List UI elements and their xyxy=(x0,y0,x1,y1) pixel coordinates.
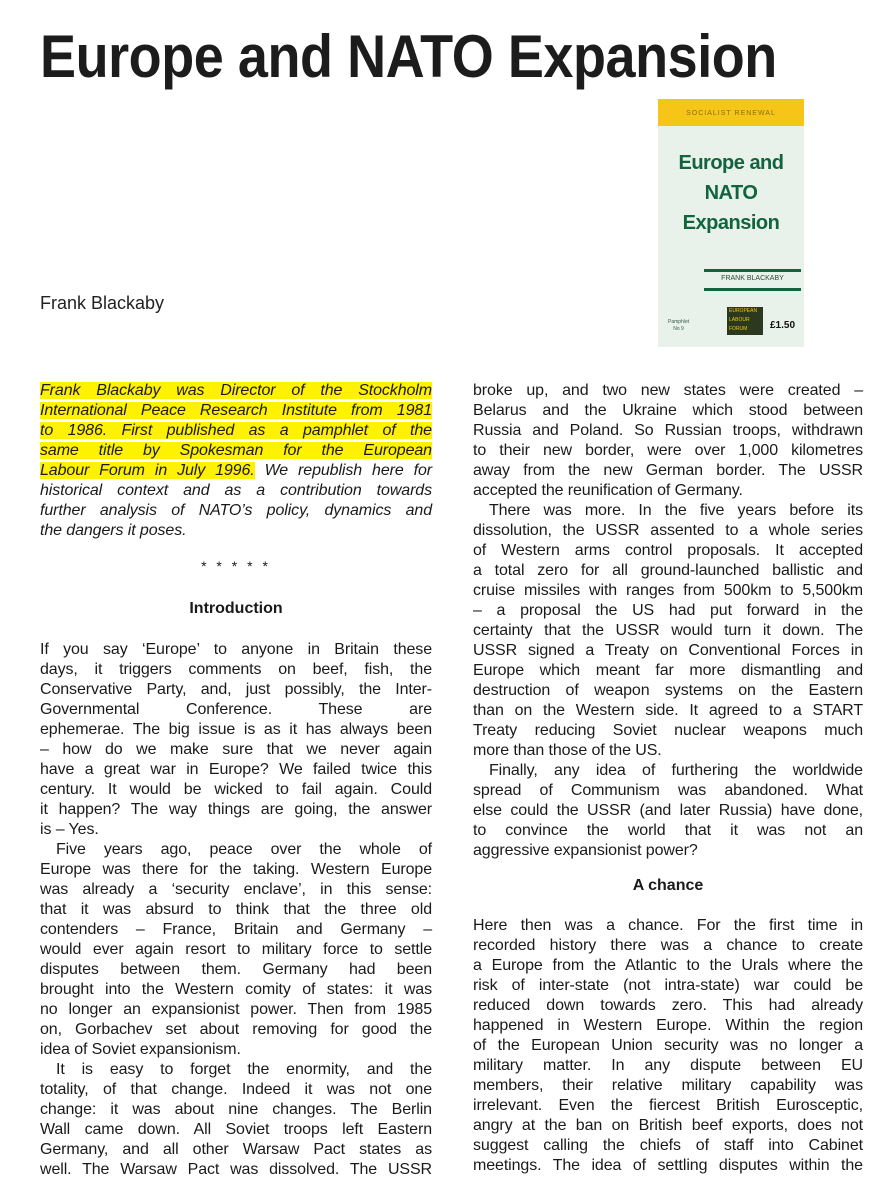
section-separator: * * * * * xyxy=(201,558,271,574)
text-line: Russia and Poland. So Russian troops, withdrawn xyxy=(473,422,863,439)
right-column-body xyxy=(473,381,863,861)
intro-line xyxy=(40,521,432,541)
logo-line: FORUM xyxy=(729,326,748,332)
text-line: – how do we make sure that we never again xyxy=(40,741,432,758)
text-line: change: it was about nine changes. The Berlin xyxy=(40,1101,432,1118)
intro-line xyxy=(40,421,432,441)
intro-text: We republish here for xyxy=(254,462,432,479)
intro-line xyxy=(40,461,432,481)
text-line: spread of Communism was abandoned. What xyxy=(473,782,863,799)
paragraph xyxy=(40,1060,432,1180)
text-line: – a proposal the US had put forward in the xyxy=(473,602,863,619)
intro-line xyxy=(40,401,432,421)
text-line: dissolution, the USSR assented to a whole series xyxy=(473,522,863,539)
text-line: of the European Union security was no longer a xyxy=(473,1037,863,1054)
intro-paragraph xyxy=(40,381,432,541)
text-line: certainty that the USSR would turn it down. The xyxy=(473,622,863,639)
highlighted-text: same title by Spokesman for the European xyxy=(40,442,432,459)
text-line: It is easy to forget the enormity, and the xyxy=(56,1061,432,1078)
text-line: ephemerae. The big issue is as it has always been xyxy=(40,721,432,738)
text-line: century. It would be wicked to fail again. Could xyxy=(40,781,432,798)
cover-rule xyxy=(704,269,801,272)
logo-line: LABOUR xyxy=(729,317,750,323)
text-line: If you say ‘Europe’ to anyone in Britain these xyxy=(40,641,432,658)
text-line: Here then was a chance. For the first time in xyxy=(473,917,863,934)
text-line: accepted the reunification of Germany. xyxy=(473,482,743,499)
logo-line: EUROPEAN xyxy=(729,308,758,314)
text-line: no longer an expansionist power. Then from 1985 xyxy=(40,1001,432,1018)
text-line: broke up, and two new states were created – xyxy=(473,382,863,399)
text-line: to their new border, were over 1,000 kilometres xyxy=(473,442,863,459)
intro-text: the dangers it poses. xyxy=(40,522,187,539)
text-line: Europe was there for the taking. Western Europe xyxy=(40,861,432,878)
text-line: it happen? The way things are going, the answer xyxy=(40,801,432,818)
cover-price: £1.50 xyxy=(770,320,796,331)
paragraph xyxy=(473,761,863,861)
text-line: Europe which meant far more dismantling and xyxy=(473,662,863,679)
text-line: aggressive expansionist power? xyxy=(473,842,698,859)
text-line: away from the new German border. The USSR xyxy=(473,462,863,479)
highlighted-text: Labour Forum in July 1996. xyxy=(40,462,255,479)
text-line: brought into the Western comity of states: it was xyxy=(40,981,432,998)
text-line: Belarus and the Ukraine which stood between xyxy=(473,402,863,419)
highlighted-text: Frank Blackaby was Director of the Stockholm xyxy=(40,382,432,399)
text-line: days, it triggers comments on beef, fish, the xyxy=(40,661,432,678)
intro-line xyxy=(40,481,432,501)
pamphlet-number: No 9 xyxy=(673,326,684,332)
text-line: angry at the ban on British beef exports, does not xyxy=(473,1117,863,1134)
cover-title-line: NATO xyxy=(704,182,758,204)
text-line: was already a ‘security enclave’, in this sense: xyxy=(40,881,432,898)
text-line: a Europe from the Atlantic to the Urals where the xyxy=(473,957,863,974)
text-line: suggest calling the chiefs of staff into Cabinet xyxy=(473,1137,863,1154)
text-line: more than those of the US. xyxy=(473,742,662,759)
text-line: irrelevant. Even the fiercest British Eurosceptic, xyxy=(473,1097,863,1114)
text-line: Conservative Party, and, just possibly, the Inter- xyxy=(40,681,432,698)
intro-line xyxy=(40,441,432,461)
paragraph xyxy=(473,501,863,761)
text-line: of Western arms control proposals. It accepted xyxy=(473,542,863,559)
pamphlet-label: Pamphlet xyxy=(668,319,690,325)
text-line: totality, of that change. Indeed it was not one xyxy=(40,1081,432,1098)
paragraph xyxy=(473,381,863,501)
text-line: recorded history there was a chance to create xyxy=(473,937,863,954)
highlighted-text: International Peace Research Institute from 1981 xyxy=(40,402,432,419)
paragraph xyxy=(40,640,432,840)
cover-title-line: Europe and xyxy=(678,152,784,174)
cover-title-line: Expansion xyxy=(682,212,780,234)
text-line: well. The Warsaw Pact was dissolved. The USSR xyxy=(40,1161,432,1178)
text-line: a total zero for all ground-launched ballistic and xyxy=(473,562,863,579)
text-line: meetings. The idea of settling disputes within the xyxy=(473,1157,863,1174)
page-title: Europe and NATO Expansion xyxy=(40,23,777,90)
text-line: Germany, and all other Warsaw Pact states as xyxy=(40,1141,432,1158)
paragraph xyxy=(40,840,432,1060)
text-line: Wall came down. All Soviet troops left Eastern xyxy=(40,1121,432,1138)
cover-title xyxy=(658,148,804,238)
text-line: Treaty reducing Soviet nuclear weapons much xyxy=(473,722,863,739)
cover-rule xyxy=(704,288,801,291)
text-line: cruise missiles with ranges from 500km to 5,500km xyxy=(473,582,863,599)
text-line: to convince the world that it was not an xyxy=(473,822,863,839)
heading-introduction: Introduction xyxy=(189,600,283,617)
paragraph xyxy=(473,916,863,1176)
text-line: Governmental Conference. These are xyxy=(40,701,432,718)
text-line: risk of inter-state (not intra-state) war could be xyxy=(473,977,863,994)
text-line: disputes between them. Germany had been xyxy=(40,961,432,978)
text-line: USSR signed a Treaty on Conventional Forces in xyxy=(473,642,863,659)
book-cover-image xyxy=(658,99,804,347)
text-line: members, their relative military capability was xyxy=(473,1077,863,1094)
right-column-body-continued xyxy=(473,916,863,1176)
text-line: reduced down towards zero. This had already xyxy=(473,997,863,1014)
intro-text: further analysis of NATO’s policy, dynamics and xyxy=(40,502,432,519)
text-line: Five years ago, peace over the whole of xyxy=(56,841,432,858)
text-line: happened in Western Europe. Within the region xyxy=(473,1017,863,1034)
left-column-body xyxy=(40,640,432,1180)
heading-a-chance: A chance xyxy=(632,877,704,894)
intro-line xyxy=(40,501,432,521)
text-line: is – Yes. xyxy=(40,821,99,838)
text-line: military matter. In any dispute between EU xyxy=(473,1057,863,1074)
text-line: contenders – France, Britain and Germany – xyxy=(40,921,432,938)
intro-text: historical context and as a contribution towards xyxy=(40,482,432,499)
text-line: have a great war in Europe? We failed twice this xyxy=(40,761,432,778)
text-line: Finally, any idea of furthering the worldwide xyxy=(489,762,863,779)
cover-series-band: SOCIALIST RENEWAL xyxy=(658,99,804,126)
text-line: that it was absurd to think that the three old xyxy=(40,901,432,918)
text-line: would ever again resort to military force to settle xyxy=(40,941,432,958)
text-line: destruction of weapon systems on the Eastern xyxy=(473,682,863,699)
author-name: Frank Blackaby xyxy=(40,293,165,313)
cover-pamphlet-number xyxy=(668,319,689,333)
text-line: There was more. In the five years before its xyxy=(489,502,863,519)
text-line: than on the Western side. It agreed to a START xyxy=(473,702,863,719)
text-line: idea of Soviet expansionism. xyxy=(40,1041,241,1058)
cover-author: FRANK BLACKABY xyxy=(721,275,784,282)
cover-publisher-logo xyxy=(727,307,763,335)
text-line: on, Gorbachev set about removing for good the xyxy=(40,1021,432,1038)
intro-line xyxy=(40,381,432,401)
text-line: else could the USSR (and later Russia) have done, xyxy=(473,802,863,819)
highlighted-text: to 1986. First published as a pamphlet of the xyxy=(40,422,432,439)
